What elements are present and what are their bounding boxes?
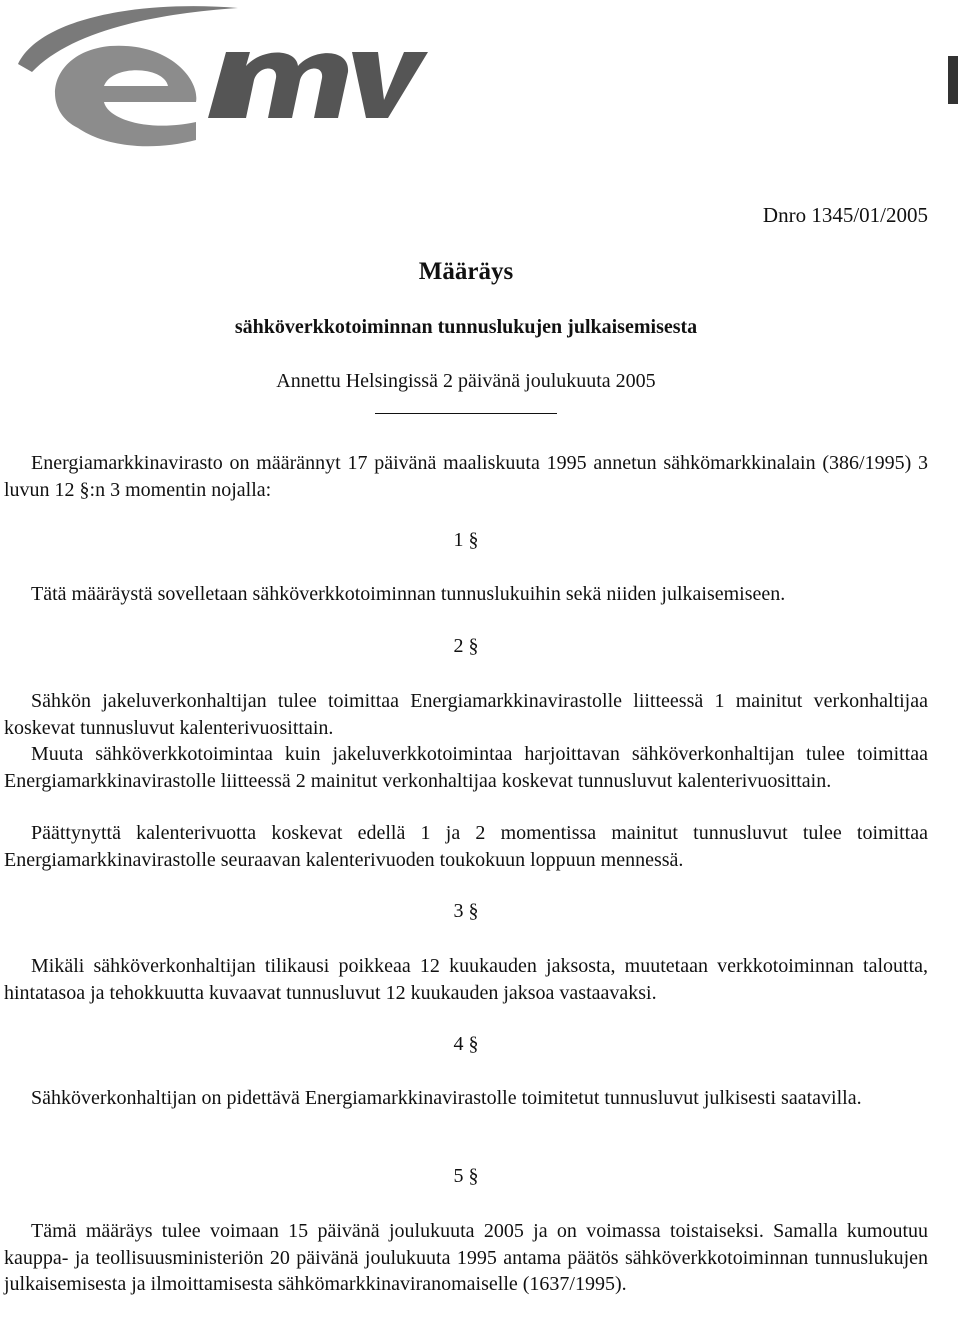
section-3-paragraph: Mikäli sähköverkonhaltijan tilikausi poikkeaa 12 kuukauden jaksosta, muutetaan verkkotoiminnan taloutta, hintatasoa ja tehokkuutta kuvaavat tunnusluvut 12 kuukauden jaksoa vastaavaksi. [4, 955, 928, 1004]
section-2-paragraph-3: Päättynyttä kalenterivuotta koskevat edellä 1 ja 2 momentissa mainitut tunnusluvut tulee toimittaa Energiamarkkinavirastolle seuraavan kalenterivuoden toukokuun loppuun mennessä. [4, 822, 928, 871]
document-number: Dnro 1345/01/2005 [762, 203, 928, 227]
document-subtitle: sähköverkkotoiminnan tunnuslukujen julkaisemisesta [234, 316, 698, 338]
section-5-paragraph: Tämä määräys tulee voimaan 15 päivänä joulukuuta 2005 ja on voimassa toistaiseksi. Samalla kumoutuu kauppa- ja teollisuusministeriön 20 päivänä joulukuuta 1995 antama päätös sähköverkkotoiminnan tunnuslukujen julkaisemisesta ja ilmoittamisesta sähkömarkkinaviranomaiselle (1637/1995). [4, 1220, 928, 1295]
document-title: Määräys [418, 258, 514, 285]
section-4-paragraph: Sähköverkonhaltijan on pidettävä Energiamarkkinavirastolle toimitetut tunnusluvut julkisesti saatavilla. [31, 1087, 862, 1109]
intro-paragraph: Energiamarkkinavirasto on määrännyt 17 päivänä maaliskuuta 1995 annetun sähkömarkkinalain (386/1995) 3 luvun 12 §:n 3 momentin nojalla: [4, 452, 928, 501]
section-1-paragraph: Tätä määräystä sovelletaan sähköverkkotoiminnan tunnuslukuihin sekä niiden julkaisemiseen. [31, 583, 786, 605]
section-heading-3: 3 § [453, 900, 479, 922]
issue-date-line: Annettu Helsingissä 2 päivänä joulukuuta 2005 [276, 370, 656, 392]
section-heading-5: 5 § [453, 1165, 479, 1187]
section-2-paragraph-1: Sähkön jakeluverkonhaltijan tulee toimittaa Energiamarkkinavirastolle liitteessä 1 mainitut verkonhaltijaa koskevat tunnusluvut kalenterivuosittain. [4, 690, 928, 739]
title-divider [375, 413, 557, 414]
section-heading-4: 4 § [453, 1033, 479, 1055]
emv-logo [0, 0, 960, 160]
section-heading-1: 1 § [453, 529, 479, 551]
section-2-paragraph-2: Muuta sähköverkkotoimintaa kuin jakeluverkkotoimintaa harjoittavan sähköverkonhaltijan tulee toimittaa Energiamarkkinavirastolle liitteessä 2 mainitut verkonhaltijaa koskevat tunnusluvut kalenterivuosittain. [4, 743, 928, 792]
section-heading-2: 2 § [453, 635, 479, 657]
